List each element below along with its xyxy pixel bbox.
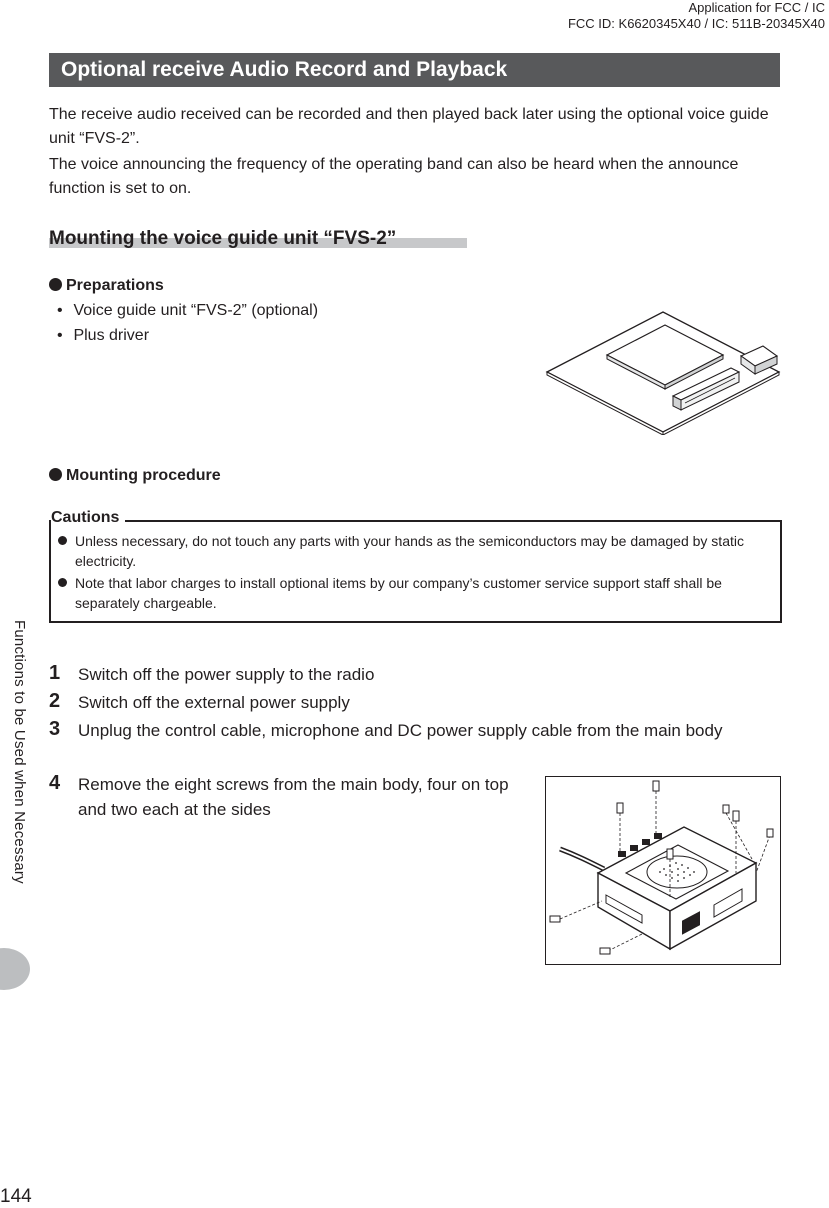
subsection-title: Mounting the voice guide unit “FVS-2” [49, 228, 397, 249]
step-2 [49, 690, 769, 715]
radio-screws-illustration [545, 776, 781, 965]
intro-paragraph-1: The receive audio received can be recorded and then played back later using the optional voice guide unit “FVS-2”. [49, 106, 769, 147]
caution-item-1: Unless necessary, do not touch any parts with your hands as the semiconductors may be damaged by static electricity. [75, 533, 744, 569]
section-title-bar [49, 53, 780, 87]
caution-item [58, 573, 770, 613]
prep-item-1: Voice guide unit “FVS-2” (optional) [73, 302, 319, 319]
preparations-heading [49, 277, 164, 295]
bullet-icon [58, 536, 67, 545]
intro-paragraph-2: The voice announcing the frequency of the operating band can also be heard when the announce function is set to on. [49, 156, 739, 197]
bullet-icon [49, 468, 62, 481]
fcc-line-1: Application for FCC / IC [688, 0, 825, 15]
step-text: Remove the eight screws from the main body, four on top and two each at the sides [78, 775, 509, 819]
caution-item-2: Note that labor charges to install optional items by our company’s customer service support staff shall be separately chargeable. [75, 575, 722, 611]
step-number: 1 [49, 662, 61, 684]
step-3 [49, 718, 769, 743]
page-number: 144 [0, 1186, 32, 1207]
fcc-header [568, 0, 825, 32]
list-item: • Voice guide unit “FVS-2” (optional) [57, 302, 319, 319]
step-number: 2 [49, 690, 61, 712]
step-4 [49, 772, 509, 822]
caution-item [58, 531, 770, 571]
preparations-heading-text: Preparations [66, 277, 164, 294]
section-title: Optional receive Audio Record and Playback [61, 58, 508, 81]
fcc-line-2: FCC ID: K6620345X40 / IC: 511B-20345X40 [567, 16, 825, 31]
step-1 [49, 662, 769, 687]
step-number: 3 [49, 718, 61, 740]
side-tab-marker [0, 948, 30, 990]
step-text: Switch off the power supply to the radio [78, 665, 375, 684]
side-tab-label: Functions to be Used when Necessary [11, 620, 28, 884]
mounting-heading-text: Mounting procedure [66, 467, 221, 484]
step-number: 4 [49, 772, 61, 794]
cautions-label: Cautions [51, 509, 125, 527]
list-item: • Plus driver [57, 327, 150, 344]
bullet-icon [49, 278, 62, 291]
bullet-icon [58, 578, 67, 587]
mounting-heading [49, 467, 221, 485]
prep-item-2: Plus driver [73, 327, 150, 344]
step-text: Switch off the external power supply [78, 693, 350, 712]
voice-guide-unit-illustration [545, 310, 781, 435]
step-text: Unplug the control cable, microphone and DC power supply cable from the main body [78, 721, 723, 740]
